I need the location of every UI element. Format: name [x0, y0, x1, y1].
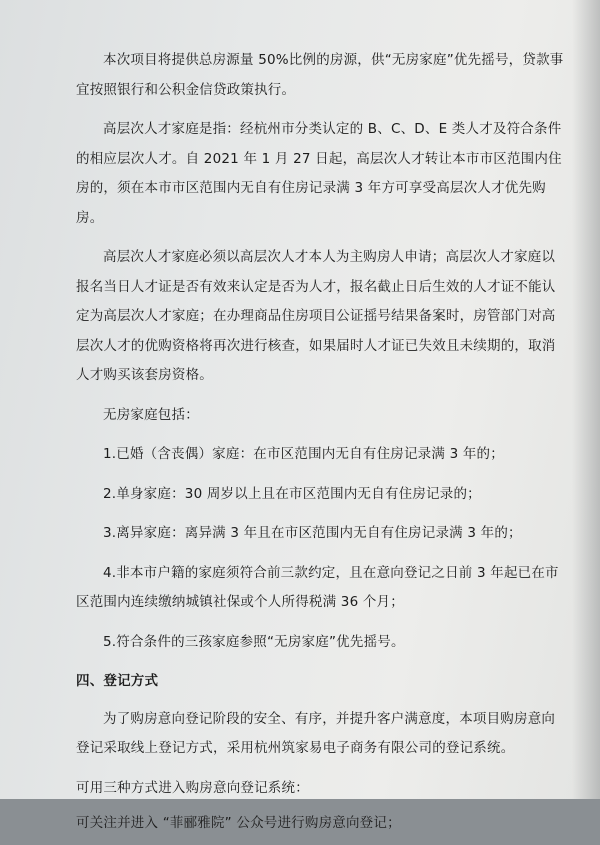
list-item: 2.单身家庭：30 周岁以上且在市区范围内无自有住房记录的；	[103, 485, 481, 502]
paragraph-no-house-intro: 无房家庭包括：	[103, 406, 199, 423]
paragraph-three-ways: 可用三种方式进入购房意向登记系统：	[76, 779, 309, 796]
paragraph-talent-requirements: 高层次人才家庭必须以高层次人才本人为主购房人申请；高层次人才家庭以报名当日人才证是否有效来认定是否为人才，报名截止日后生效的人才证不能认定为高层次人才家庭；在办理商品住房项目公证摇号结果备案时，房管部门对高层次人才的优购资格将再次进行核查，如果届时人才证已失效且未续期的，取消人才购买该套房资格。	[76, 249, 556, 383]
document-body	[76, 46, 566, 845]
list-item: 4.非本市户籍的家庭须符合前三款约定，且在意向登记之日前 3 年起已在市区范围内连续缴纳城镇社保或个人所得税满 36 个月；	[76, 564, 559, 610]
paragraph-wechat-account: 可关注并进入 “菲郦雅院” 公众号进行购房意向登记；	[76, 815, 401, 831]
page-shadow	[572, 0, 600, 799]
list-item: 5.符合条件的三孩家庭参照“无房家庭”优先摇号。	[103, 633, 405, 650]
list-item: 3.离异家庭：离异满 3 年且在市区范围内无自有住房记录满 3 年的；	[103, 525, 522, 541]
paragraph-talent-definition: 高层次人才家庭是指：经杭州市分类认定的 B、C、D、E 类人才及符合条件的相应层次人才。自 2021 年 1 月 27 日起，高层次人才转让本市市区范围内住房的，须在本市市区范围内无自有住房记录满 3 年方可享受高层次人才优先购房。	[76, 121, 562, 226]
paragraph-housing-ratio: 本次项目将提供总房源量 50%比例的房源，供“无房家庭”优先摇号，贷款事宜按照银行和公积金信贷政策执行。	[76, 52, 564, 98]
paragraph-registration-method: 为了购房意向登记阶段的安全、有序，并提升客户满意度，本项目购房意向登记采取线上登记方式，采用杭州筑家易电子商务有限公司的登记系统。	[76, 710, 556, 756]
no-house-criteria-list	[76, 440, 566, 657]
section-heading-registration: 四、登记方式	[76, 673, 159, 689]
list-item: 1.已婚（含丧偶）家庭：在市区范围内无自有住房记录满 3 年的；	[103, 446, 504, 462]
